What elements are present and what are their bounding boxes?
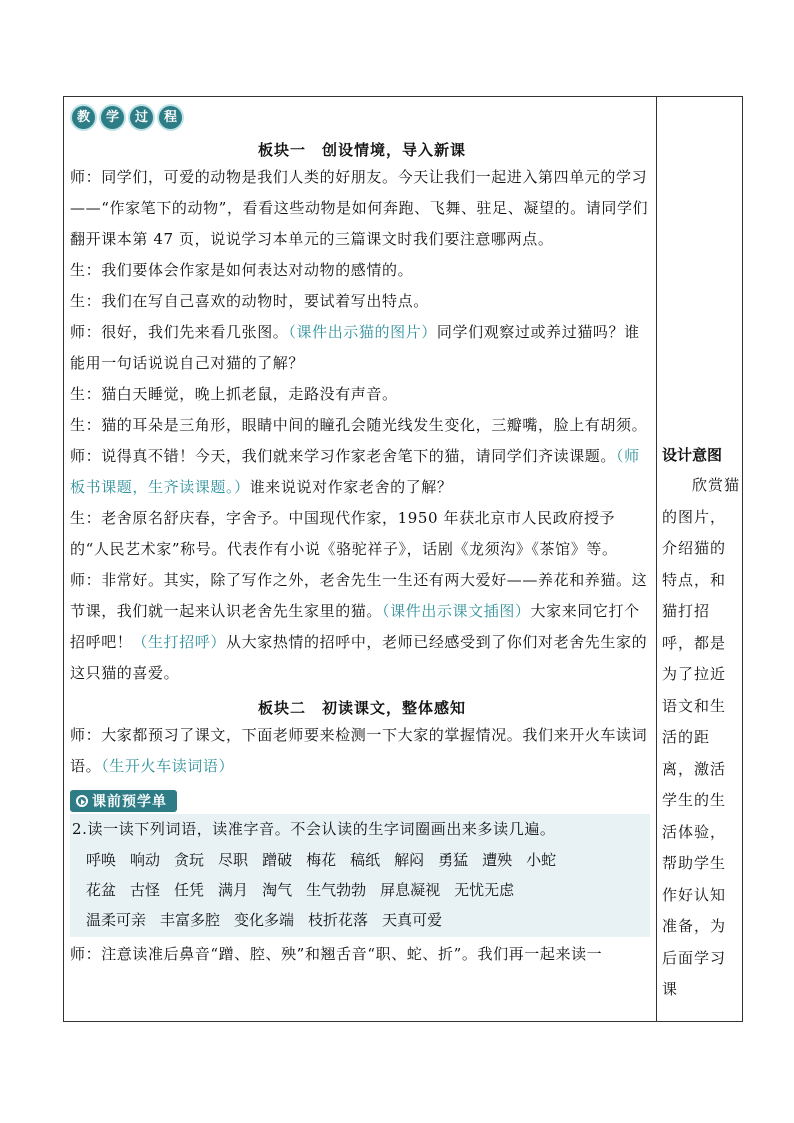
text-run: 从大家热情的招呼中，老师已经感受到了你们对老舍先生家的这只猫的喜爱。	[70, 633, 648, 682]
teaching-process-badge	[70, 104, 184, 131]
word: 呼唤	[86, 851, 117, 869]
column-divider	[656, 96, 657, 1022]
text-run: 大家来同它打个招呼吧！	[70, 602, 640, 651]
word: 温柔可亲	[86, 911, 147, 929]
paragraph: 生：老舍原名舒庆春，字舍予。中国现代作家，1950 年获北京市人民政府授予的“人民艺术家”称号。代表作有小说《骆驼祥子》，话剧《龙须沟》《茶馆》等。	[70, 509, 618, 558]
preview-sheet	[70, 790, 650, 937]
word: 遭殃	[482, 851, 513, 869]
preview-instruction: 2.读一读下列词语，读准字音。不会认读的生字词圈画出来多读几遍。	[72, 820, 556, 838]
design-intent-text: 欣赏猫的图片，介绍猫的特点，和猫打招呼，都是为了拉近语文和生活的距离，激活学生的生活体验，帮助学生作好认知准备，为后面学习课	[662, 476, 741, 998]
word: 响动	[130, 851, 161, 869]
word: 生气勃勃	[306, 881, 367, 899]
stage-direction: （生开火车读词语）	[101, 757, 235, 775]
paragraph: 生：猫白天睡觉，晚上抓老鼠，走路没有声音。	[70, 385, 398, 403]
word-row	[70, 905, 650, 935]
stage-direction: （生打招呼）	[132, 633, 227, 651]
word: 花盆	[86, 881, 117, 899]
word: 满月	[218, 881, 249, 899]
word: 屏息凝视	[380, 881, 441, 899]
text-run: 师：大家都预习了课文，下面老师要来检测一下大家的掌握情况。我们来开火车读词语。	[70, 726, 648, 775]
section-2-title: 板块二 初读课文，整体感知	[257, 699, 466, 717]
word: 尽职	[218, 851, 249, 869]
paragraph: 师：同学们，可爱的动物是我们人类的好朋友。今天让我们一起进入第四单元的学习——“作家笔下的动物”，看看这些动物是如何奔跑、飞舞、驻足、凝望的。请同学们翻开课本第 47 页，说说学习本单元的三篇课文时我们要注意哪两点。	[70, 168, 649, 248]
word-row	[70, 845, 650, 875]
word: 丰富多腔	[160, 911, 221, 929]
play-circle-icon	[76, 795, 88, 807]
stage-direction: （课件出示课文插图）	[382, 602, 531, 620]
paragraph: 生：我们在写自己喜欢的动物时，要试着写出特点。	[70, 292, 429, 310]
main-column	[70, 100, 654, 970]
word-row	[70, 875, 650, 905]
word: 无忧无虑	[454, 881, 515, 899]
stage-direction: （课件出示猫的图片）	[288, 323, 437, 341]
section-1-title: 板块一 创设情境，导入新课	[257, 141, 466, 159]
word: 稿纸	[350, 851, 381, 869]
badge-char: 程	[157, 104, 184, 131]
text-run: 师：非常好。其实，除了写作之外，老舍先生一生还有两大爱好——养花和养猫。这节课，我们就一起来认识老舍先生家里的猫。	[70, 571, 648, 620]
text-run: 师：很好，我们先来看几张图。	[70, 323, 289, 341]
word: 小蛇	[526, 851, 557, 869]
design-intent-column	[662, 440, 740, 1006]
paragraph	[70, 441, 654, 503]
word: 淘气	[262, 881, 293, 899]
word: 变化多端	[234, 911, 295, 929]
tag-label: 课前预学单	[92, 794, 167, 810]
text-run: 同学们观察过或养过猫吗？谁能用一句话说说自己对猫的了解？	[70, 323, 640, 372]
word: 古怪	[130, 881, 161, 899]
stage-direction: （师板书课题，生齐读课题。）	[70, 447, 640, 496]
word: 梅花	[306, 851, 337, 869]
word: 解闷	[394, 851, 425, 869]
design-intent-title: 设计意图	[662, 446, 723, 464]
paragraph: 生：猫的耳朵是三角形，眼睛中间的瞳孔会随光线发生变化，三瓣嘴，脸上有胡须。	[70, 416, 648, 434]
text-run: 师：说得真不错！今天，我们就来学习作家老舍笔下的猫，请同学们齐读课题。	[70, 447, 617, 465]
word: 蹭破	[262, 851, 293, 869]
word: 任凭	[174, 881, 205, 899]
paragraph: 生：我们要体会作家是如何表达对动物的感情的。	[70, 261, 414, 279]
badge-char: 学	[99, 104, 126, 131]
badge-char: 教	[70, 104, 97, 131]
text-run: 谁来说说对作家老舍的了解？	[249, 478, 453, 496]
paragraph	[70, 317, 654, 379]
paragraph: 师：注意读准后鼻音“蹭、腔、殃”和翘舌音“职、蛇、折”。我们再一起来读一	[70, 945, 603, 963]
word: 贪玩	[174, 851, 205, 869]
word: 勇猛	[438, 851, 469, 869]
paragraph	[70, 565, 654, 689]
badge-char: 过	[128, 104, 155, 131]
word: 枝折花落	[308, 911, 369, 929]
preview-sheet-tag	[70, 790, 177, 812]
word: 天真可爱	[382, 911, 443, 929]
paragraph	[70, 720, 654, 782]
